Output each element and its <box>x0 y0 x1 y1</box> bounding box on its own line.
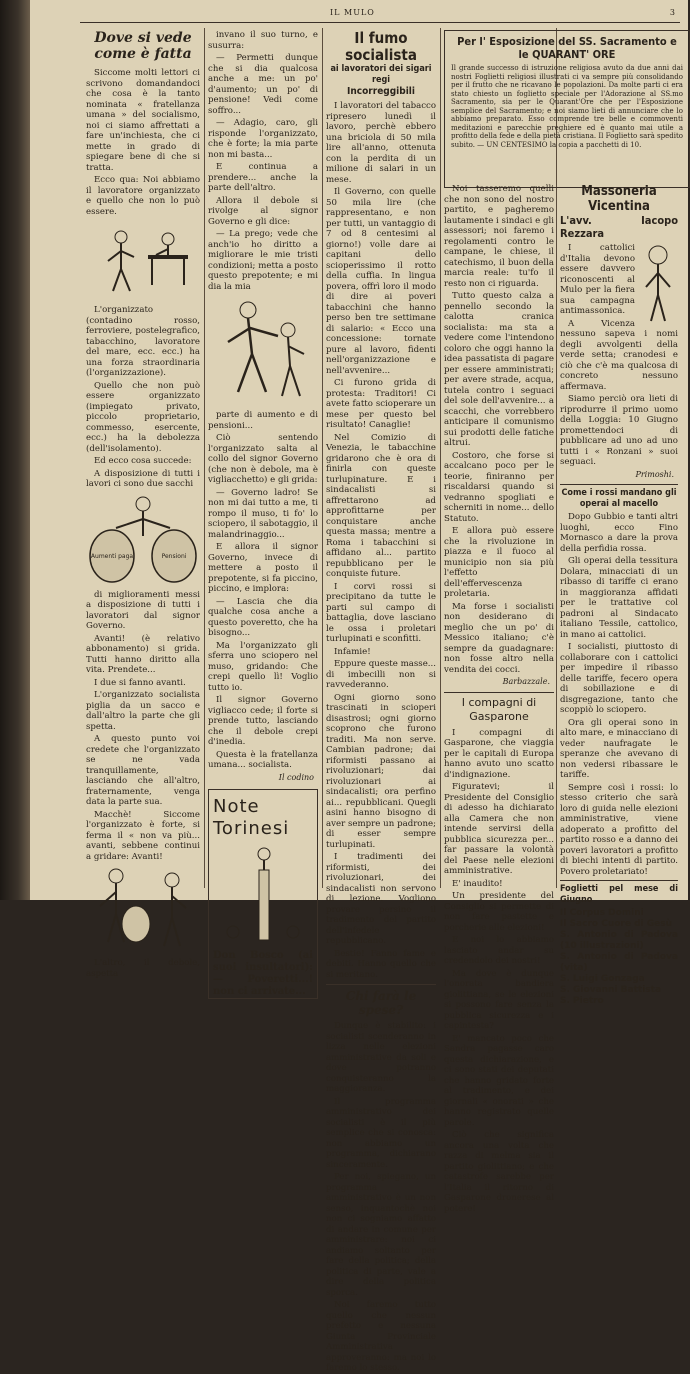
paragraph: Siccome molti lettori ci scrivono domandandoci che cosa è la tanto nominata « fratellanza umana » del socialismo, noi ci siamo affrettati a fare un'inchiesta, che ci mette in grado di spiegare bene di che si tratta. <box>86 68 200 173</box>
paragraph: E' mancato poco che Sandra pagasse caro questa dichiarazione, e ci sono stati dei deputati che hanno gridato forte al tradimento, e dei giornali « onorati » che hanno registrato quelle parole. <box>444 1033 554 1128</box>
paragraph: Ed ecco cosa succede: <box>94 456 192 466</box>
ad-title: Per l' Esposizione del SS. Sacramento e le QUARANT' ORE <box>457 35 677 61</box>
column-5 <box>560 184 678 1006</box>
paragraph: Il signor Governo vigliacco cede; il forte si prende tutto, lasciando che il debole crepi d'inedia. <box>208 695 318 747</box>
sacks-cartoon-illustration <box>86 494 200 586</box>
caption: Don Bosco (ai suoi insultatori): — Poveretti...! non ci arrivate... <box>213 950 313 997</box>
paragraph: Un presidente del Consiglio si permette di non fare pastette e porcherie alle elezioni! <box>444 891 554 933</box>
list-item: S. Luigi Gonzaga <box>560 974 645 984</box>
paragraph: I tradimenti dei riformisti, dei rivoluzionari, dei sindacalisti non servono di lezione. Vogliono provare persino il tradimento del partito dell'infedele repubblicano. <box>326 852 436 946</box>
paragraph: I due si fanno avanti. <box>94 677 186 688</box>
list-item: S. Pietro <box>560 996 604 1006</box>
article-title: Come i rossi mandano gli operai al macello <box>561 488 677 509</box>
paragraph: Costoro, che forse si accalcano poco per le teorie, finiranno per riscaldarsi quando si vedranno spogliati e scherniti in nome... dello Statuto. <box>444 450 554 524</box>
paragraph: Il Governo, con quelle 50 mila lire (che rappresentano, e non per tutti, un vantaggio di 7 od 8 centesimi al giorno!) volle dare ai capitani dello scioperissimo il rotto della cuffia. In lingua povera, offrì loro il modo di dire ai poveri tabacchini che hanno perso ben tre settimane di salario: « Ecco una concessione: tornate pure al lavoro, fidenti nell'organizzazione e nell'avvenire... <box>326 187 436 376</box>
paragraph: Sempre così i rossi: lo stesso criterio che sarà loro di guida nelle elezioni amministrative, viene adoperato a profitto del partito rosso e a danno dei poveri lavoratori a profitto di biechi intenti di partito. Povero proletariato! <box>560 782 678 877</box>
paragraph: Dunque è stabilito: i socialisti scenderanno in lizza nelle elezioni amministrative da soli e dove potranno conquisteranno la maggioranza. <box>326 1021 436 1094</box>
paragraph: Il programma amministrativo dei socialisti è il più semplice che si conosca: non abbiamo un programma, dichiarano sinceramente. <box>326 1096 436 1170</box>
paragraph: Eppure queste masse... di imbecilli non si ravvederanno. <box>326 659 436 690</box>
article-subtitle: Incorreggibili <box>347 86 415 97</box>
column-1 <box>86 30 200 979</box>
book-spine <box>0 0 30 900</box>
article-title: Chi farà le spese? <box>345 989 417 1017</box>
list-item: Il Sacro Cuore di Gesù <box>560 919 672 929</box>
paragraph: Dopo Gubbio e tanti altri luoghi, ecco Fino Mornasco a dare la prova della perfidia rossa. <box>560 512 678 554</box>
paragraph: — Lascia che dia qualche cosa anche a questo poveretto, che ha bisogno... <box>208 596 318 638</box>
rezzara-portrait-caricature <box>638 243 678 323</box>
paragraph: Ciò che significa ancora una volta che razza di melma sia il partito giolittiano; e che catastrofe sarebbe per l'Italia il ritorno di Gasparone dronerese al potere! <box>444 1130 554 1214</box>
paragraph: Ma dove è dunque l'onorata bandiera giolittiana, se le elezioni si possono fare senza la pubblica sicurezza e i capintesta? <box>444 968 554 1031</box>
masthead <box>30 6 688 22</box>
article-title: Dove si vede come è fatta <box>94 30 192 62</box>
paragraph: Noi faremo tutto quello che nessun prefetto e nessuna Giunta Provinciale Amministrativa approveranno: ma noi lo faremo lo stesso. <box>326 1300 436 1373</box>
signature: Barbazzale. <box>502 677 550 686</box>
column-rule <box>440 28 441 888</box>
article-title: Massoneria Vicentina <box>581 184 657 214</box>
paragraph: L'organizzato (contadino rosso, ferroviere, postelegrafico, tabacchino, lavoratore del mare, ecc. ecc.) ha una forza straordinaria (l'organizzazione). <box>86 305 200 378</box>
paragraph: Ma forse i socialisti non desiderano di meglio che un po' di Messico italiano; c'è sempre da guadagnare: non fosse altro nella vendita dei cocci. <box>444 601 554 675</box>
signature: Primoshi. <box>635 469 674 479</box>
paragraph: A questo punto voi credete che l'organizzato se ne vada tranquillamente, lasciando che all'altro, fraternamente, venga data la parte sua. <box>86 734 200 807</box>
header-rule <box>80 22 680 23</box>
page-number: 3 <box>669 8 676 17</box>
paragraph: Bestie! Fanno fame e debiti. Hanno quello che si meritano. <box>326 948 436 980</box>
don-bosco-cartoon-illustration <box>213 840 313 950</box>
paragraph: A disposizione di tutti i lavori ci sono due sacchi <box>86 468 200 489</box>
paragraph: Macchè! Siccome l'organizzato è forte, si ferma il « non va più... avanti, sebbene continui a gridare: Avanti! <box>86 809 200 862</box>
list-item: Il Corpus Domini <box>560 908 644 918</box>
paragraph: — La prego; vede che anch'io ho diritto a migliorare le mie tristi condizioni; metta a posto questo prepotente; e mi dia la mia <box>208 229 318 292</box>
paragraph: L'organizzato socialista piglia da un sacco e dall'altro la parte che gli spetta. <box>86 690 200 732</box>
list-item: S. Antonio di Padova (10 illustrazioni) <box>560 930 678 951</box>
paragraph: — Adagio, caro, gli risponde l'organizzato, che è forte; la mia parte non mi basta... <box>208 118 318 160</box>
paragraph: I corvi rossi si precipitano da tutte le parti sul campo di battaglia, dove lasciano le ossa i proletari turlupinati e sconfitti. <box>326 581 436 644</box>
column-rule <box>322 28 323 888</box>
article-subtitle: L'avv. Iacopo Rezzara <box>560 214 678 240</box>
paragraph: Ora gli operai sono in alto mare, e minacciano di veder naufragate le speranze che avevano di non vedersi ribassare le tariffe. <box>560 717 678 780</box>
column-2 <box>208 30 318 997</box>
paragraph: invano il suo turno, e susurra: <box>208 30 318 51</box>
paragraph: Ciò sentendo l'organizzato salta al collo del signor Governo (che non è debole, ma è vigliacchetto) e gli grida: <box>208 433 318 485</box>
paragraph: — Permetti dunque che si dia qualcosa anche a me: un po' d'aumento; un po' di pensione! Vedi come soffro... <box>208 53 318 116</box>
list-item: S. Giovanni Battista <box>560 985 662 995</box>
paragraph: Nel Comizio di Venezia, le tabacchine gridarono che è ora di finirla con queste turlupinature. E i sindacalisti si affrettarono ad approfittarne per conquistare anche questa massa; mentre a Roma i tabacchini si affidano al... partito repubblicano per le conquiste future. <box>326 432 436 579</box>
paragraph: E noi lo abbiamo lasciato andar su credendolo dei nostri! <box>444 935 554 966</box>
sack-label: Pensioni <box>161 552 187 560</box>
paragraph: Ogni giorno sono trascinati in scioperi disastrosi; ogni giorno scoprono che furono traditi. Ma non serve. Cambian padrone; dai riformisti passano ai rivoluzionari; dai rivoluzionari ai sindacalisti; ora perfino ai... repubblicani. Quegli asini hanno bisogno di aver sempre un padrone; di esser sempre turlupinati. <box>326 692 436 850</box>
newspaper-page <box>30 0 688 1373</box>
worker-cartoon-illustration <box>86 221 200 301</box>
paragraph: I compagni di Gasparone, che viaggia per le capitali di Europa hanno avuto uno scatto d'indignazione. <box>444 727 554 780</box>
paragraph: E allora può essere che la rivoluzione in piazza e il fuoco al municipio non sia più l'effetto dell'effervescenza proletaria. <box>444 526 554 599</box>
paragraph: E allora il signor Governo, invece di mettere a posto il prepotente, si fa piccino, piccino, e implora: <box>208 542 318 594</box>
paragraph: Per noi, spiegano, un programma amministrativo è un non senso, inquantochè noi non ci sogniamo affatto di andare in comune per amministrare: noi ci andiamo soltanto per fare della politica; della politica di parte, vale a dire della politica sporca. <box>326 1172 436 1298</box>
paragraph: E continua a prendere... anche la parte dell'altro. <box>208 162 318 193</box>
paragraph: I cattolici d'Italia devono essere davvero riconoscenti al Mulo per la fiera sua campagna antimassonica. <box>560 243 635 316</box>
paragraph: Gli operai della tessitura Dolara, minacciati di un ribasso di tariffe ci erano in maggioranza affidati per le trattative col padroni al Sindacato italiano Tessile, cattolico, in mano ai cattolici. <box>560 556 678 640</box>
sacramento-ad-box <box>444 30 690 188</box>
paragraph: Tutto questo calza a pennello secondo la calotta cranica socialista: ma sta a vedere come l'intendono coloro che oggi hanno la idea passatista di pagare per essere amministrati; per avere strade, acqua, tutela contro i seguaci del sole dell'avvenire... a scacchi, che vorrebbero anticipare il comunismo sui prodotti delle fatiche altrui. <box>444 291 554 448</box>
paragraph: Siamo perciò ora lieti di riprodurre il primo uomo della Loggia: 10 Giugno promettendoci di pubblicare ad uno ad uno tutti i « Ronzani » suoi seguaci. <box>560 394 678 467</box>
paragraph: I lavoratori del tabacco ripresero lunedì il lavoro, perchè ebbero una briciola di 50 mila lire all'anno, ottenuta con la perdita di un milione di salari in un mese. <box>326 101 436 185</box>
column-rule <box>204 28 205 888</box>
article-title: Il fumo socialista <box>345 29 417 64</box>
article-subtitle: ai lavoratori dei sigari regi <box>330 64 432 85</box>
list-title: Foglietti pel mese di Giugno <box>560 884 678 905</box>
paragraph: L'altro, il debole, aspetta <box>86 958 200 979</box>
paragraph: E' inaudito! <box>452 878 503 889</box>
column-4 <box>444 184 554 1214</box>
paragraph: parte di aumento e di pensioni... <box>208 410 318 431</box>
paragraph: A Vicenza nessuno sapeva i nomi degli avvolgenti della verde setta; cranodesi e ciò che c'è ma qualcosa di concreto nessuno affermava. <box>560 318 678 392</box>
paragraph: Ci furono grida di protesta: Traditori! Ci avete fatto scioperare un mese per questo bel risultato! Canaglie! <box>326 378 436 430</box>
paragraph: Figuratevi; il Presidente del Consiglio di adesso ha dichiarato alla Camera che non intende servirsi della pubblica sicurezza per... far passare la volontà del Paese nelle elezioni amministrative. <box>444 782 554 876</box>
foglietti-list <box>560 908 678 1007</box>
paragraph: Questa è la fratellanza umana... socialista. <box>208 749 318 770</box>
government-cartoon-illustration <box>208 296 318 406</box>
paragraph: Quello che non può essere organizzato (impiegato privato, piccolo proprietario, commesso, esercente, ecc.) ha la debolezza (dell'isolamento). <box>86 380 200 454</box>
ad-text: Il grande successo di istruzione religiosa avuto da due anni dai nostri Foglietti religiosi illustrati ci va sempre più consolidando per il frutto che ne ricavano le popolazioni. Da molte parti ci era stato chiesto un foglietto speciale per l'Adorazione al SS.mo Sacramento, sia per le Quarant'Ore che per l'Esposizione semplice del Sacramento; e noi siamo lieti di annunciare che lo abbiamo preparato. Esso comprende tre belle e commoventi meditazioni e parecchie preghiere ed è quanto mai utile a profitto della fede e della pietà cristiana. Il Foglietto sarà spedito subito. — UN CENTESIMO la copia a pacchetti di 10. <box>451 64 683 149</box>
paragraph: Ma l'organizzato gli sferra uno sciopero nel muso, gridando: Che crepi quello lì! Voglio tutto io. <box>208 640 318 693</box>
paragraph: di miglioramenti messi a disposizione di tutti i lavoratori dal signor Governo. <box>86 589 200 631</box>
article-title: I compagni di Gasparone <box>461 695 537 723</box>
signature: Il codino <box>278 772 314 782</box>
paragraph: Infamie! <box>334 646 371 657</box>
column-3 <box>326 29 436 1373</box>
list-item: S. Antonio di Padova (vita) <box>560 952 678 973</box>
masthead-title: IL MULO <box>330 8 375 17</box>
paragraph: Allora il debole si rivolge al signor Governo e gli dice: <box>208 195 318 227</box>
sack-label: Aumenti paga <box>90 552 134 560</box>
paragraph: Noi tasseremo quelli che non sono del nostro partito, e pagheremo lautamente i sindaci e gli assessori; noi faremo i regolamenti contro le campane, le chiese, il catechismo, il buon della marcia reale: tu'fo il resto non ci riguarda. <box>444 184 554 289</box>
paragraph: — Governo ladro! Se non mi dai tutto a me, ti rompo il muso, ti fo' lo sciopero, il sabotaggio, il malandrinaggio... <box>208 487 318 540</box>
note-torinesi-box <box>208 789 318 999</box>
paragraph: Avanti! (è relativo abbonamento) si grida. Tutti hanno diritto alla vita. Prendete... <box>86 633 200 675</box>
two-workers-cartoon-illustration <box>86 866 200 954</box>
note-title: Note Torinesi <box>213 796 290 839</box>
paragraph: I socialisti, piuttosto di collaborare con i cattolici per impedire il ribasso delle tariffe, fecero opera di sobillazione e di disgregazione, tanto che scoppiò lo sciopero. <box>560 642 678 715</box>
paragraph: Ecco qua: Noi abbiamo il lavoratore organizzato e quello che non lo può essere. <box>86 175 200 217</box>
